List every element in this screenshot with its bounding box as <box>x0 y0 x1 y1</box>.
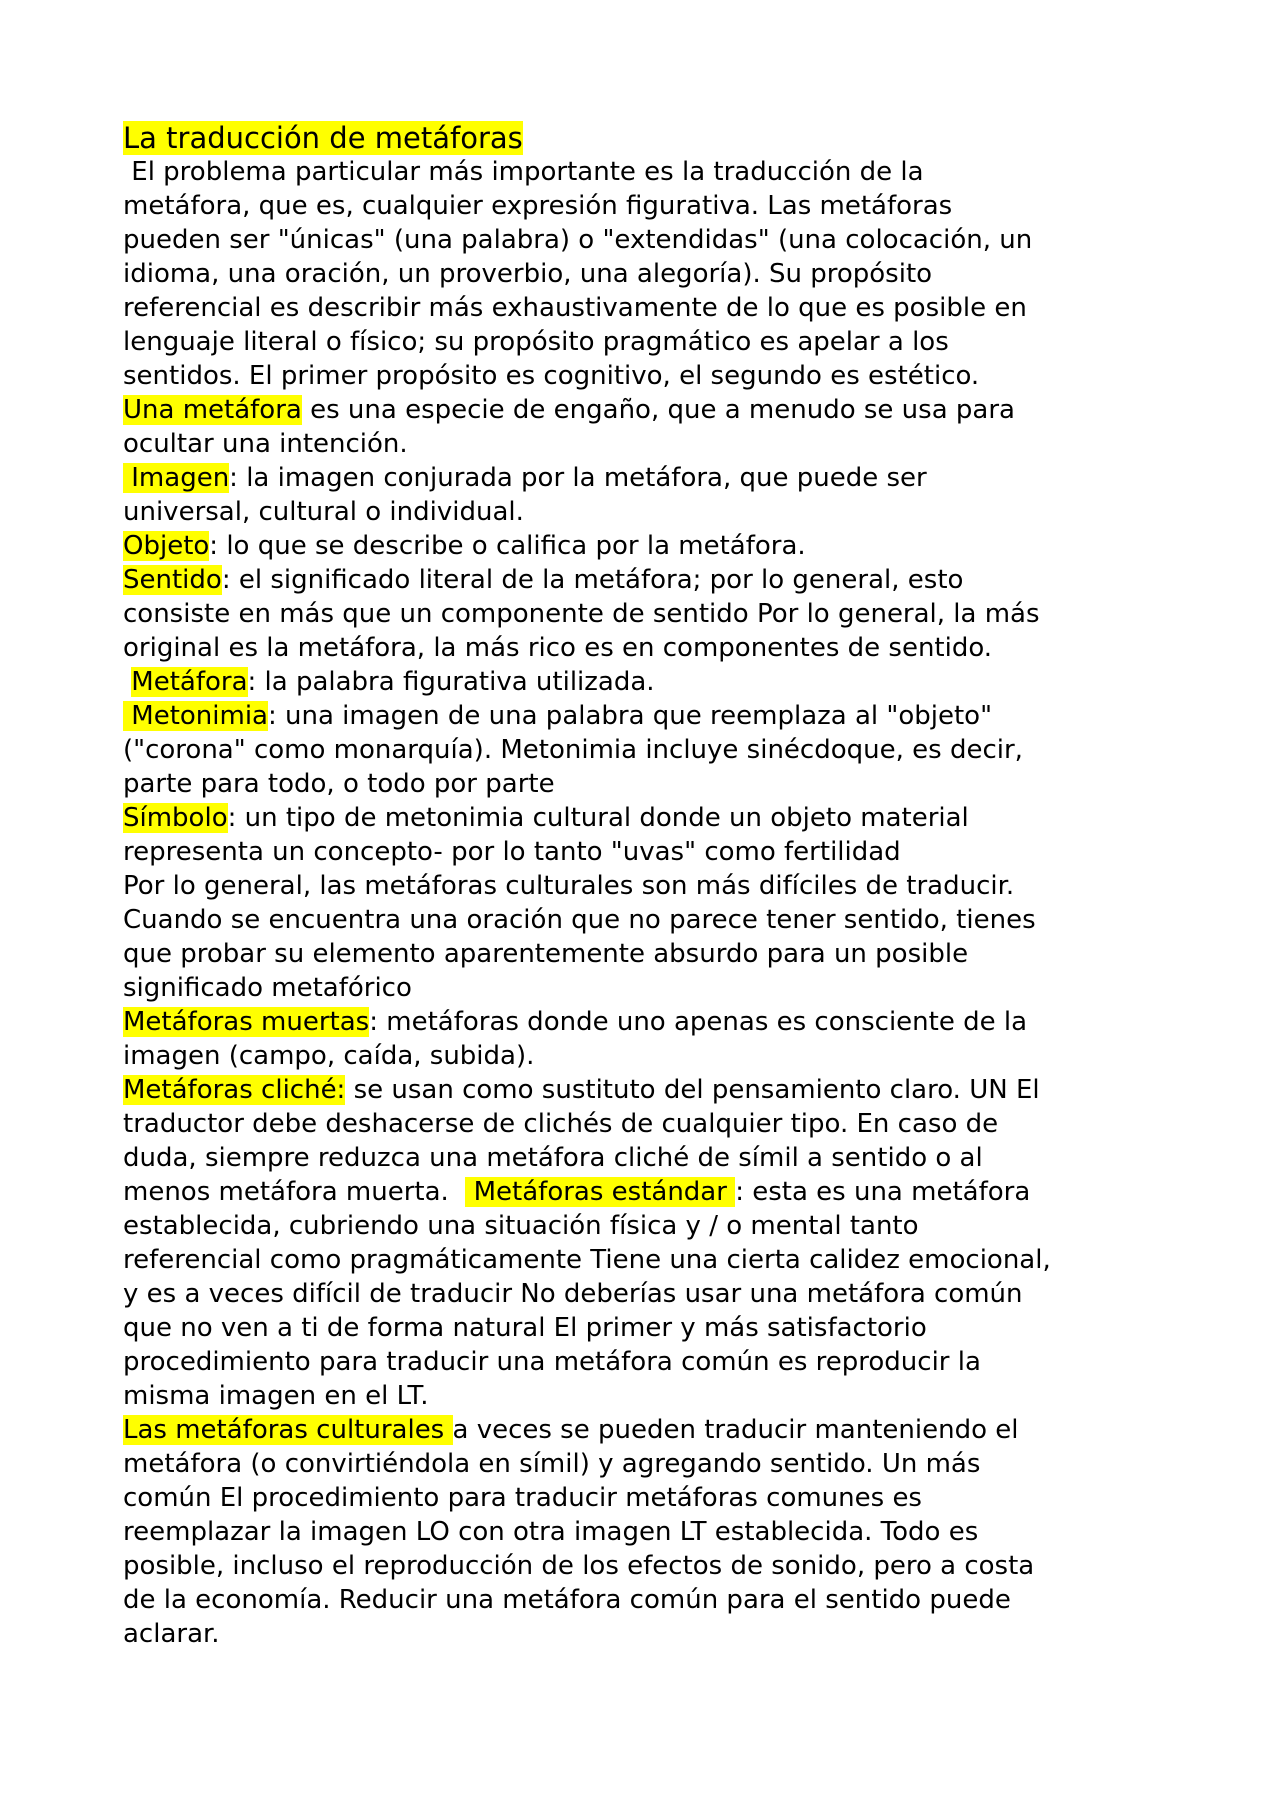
text-run: traductor debe deshacerse de clichés de cualquier tipo. En caso de <box>123 1109 999 1139</box>
text-line <box>123 835 1183 869</box>
highlighted-term: Metáforas estándar <box>465 1177 736 1207</box>
text-run: Por lo general, las metáforas culturales son más difíciles de traducir. <box>123 871 1015 901</box>
document-page <box>123 121 1183 1651</box>
text-line <box>123 597 1183 631</box>
highlighted-term: Imagen <box>123 463 230 493</box>
text-line <box>123 495 1183 529</box>
text-run: significado metafórico <box>123 973 412 1003</box>
text-line <box>123 1005 1183 1039</box>
text-line <box>123 325 1183 359</box>
text-line <box>123 1073 1183 1107</box>
text-run: parte para todo, o todo por parte <box>123 769 555 799</box>
text-run: pueden ser "únicas" (una palabra) o "extendidas" (una colocación, un <box>123 225 1033 255</box>
text-run: establecida, cubriendo una situación física y / o mental tanto <box>123 1211 919 1241</box>
text-run: procedimiento para traducir una metáfora común es reproducir la <box>123 1347 981 1377</box>
text-line <box>123 427 1183 461</box>
text-run: : una imagen de una palabra que reemplaza al "objeto" <box>267 701 993 731</box>
text-run: metáfora (o convirtiéndola en símil) y agregando sentido. Un más <box>123 1449 981 1479</box>
text-run: que no ven a ti de forma natural El primer y más satisfactorio <box>123 1313 927 1343</box>
highlighted-term: Objeto <box>123 531 210 561</box>
text-run: es una especie de engaño, que a menudo se usa para <box>301 395 1015 425</box>
text-line <box>123 937 1183 971</box>
text-run: consiste en más que un componente de sentido Por lo general, la más <box>123 599 1040 629</box>
highlighted-term: Metonimia <box>123 701 268 731</box>
text-run: ocultar una intención. <box>123 429 408 459</box>
text-run: reemplazar la imagen LO con otra imagen LT establecida. Todo es <box>123 1517 979 1547</box>
text-run: : un tipo de metonimia cultural donde un objeto material <box>227 803 969 833</box>
text-run: referencial como pragmáticamente Tiene una cierta calidez emocional, <box>123 1245 1051 1275</box>
text-run: ("corona" como monarquía). Metonimia incluye sinécdoque, es decir, <box>123 735 1023 765</box>
text-run: sentidos. El primer propósito es cognitivo, el segundo es estético. <box>123 361 980 391</box>
text-run: de la economía. Reducir una metáfora común para el sentido puede <box>123 1585 1011 1615</box>
text-line <box>123 1243 1183 1277</box>
text-run: común El procedimiento para traducir metáforas comunes es <box>123 1483 922 1513</box>
highlighted-term: Sentido <box>123 565 222 595</box>
document-title-line <box>123 121 1183 155</box>
text-line <box>123 1379 1183 1413</box>
text-run: a veces se pueden traducir manteniendo el <box>452 1415 1019 1445</box>
text-run: duda, siempre reduzca una metáfora cliché de símil a sentido o al <box>123 1143 983 1173</box>
document-title: La traducción de metáforas <box>123 121 523 155</box>
text-line <box>123 1481 1183 1515</box>
text-line <box>123 699 1183 733</box>
text-run: idioma, una oración, un proverbio, una alegoría). Su propósito <box>123 259 933 289</box>
text-line <box>123 563 1183 597</box>
text-run: universal, cultural o individual. <box>123 497 524 527</box>
text-line <box>123 1515 1183 1549</box>
highlighted-term: Las metáforas culturales <box>123 1415 453 1445</box>
text-run: Cuando se encuentra una oración que no parece tener sentido, tienes <box>123 905 1036 935</box>
text-line <box>123 291 1183 325</box>
text-line <box>123 1107 1183 1141</box>
text-run: metáfora, que es, cualquier expresión figurativa. Las metáforas <box>123 191 953 221</box>
highlighted-term: Una metáfora <box>123 395 302 425</box>
text-line <box>123 1447 1183 1481</box>
text-run: menos metáfora muerta. <box>123 1177 466 1207</box>
text-run: que probar su elemento aparentemente absurdo para un posible <box>123 939 969 969</box>
text-run: : esta es una metáfora <box>735 1177 1031 1207</box>
text-line <box>123 1175 1183 1209</box>
highlighted-term: Símbolo <box>123 803 228 833</box>
text-run: : el significado literal de la metáfora; por lo general, esto <box>221 565 964 595</box>
text-line <box>123 733 1183 767</box>
text-run: lenguaje literal o físico; su propósito pragmático es apelar a los <box>123 327 949 357</box>
text-run: referencial es describir más exhaustivamente de lo que es posible en <box>123 293 1027 323</box>
text-run: aclarar. <box>123 1619 220 1649</box>
text-line <box>123 1209 1183 1243</box>
text-line <box>123 189 1183 223</box>
text-run: representa un concepto- por lo tanto "uvas" como fertilidad <box>123 837 901 867</box>
highlighted-term: Metáfora <box>131 667 248 697</box>
text-line <box>123 665 1183 699</box>
text-line <box>123 1549 1183 1583</box>
text-run: misma imagen en el LT. <box>123 1381 429 1411</box>
text-line <box>123 1413 1183 1447</box>
text-line <box>123 1141 1183 1175</box>
text-line <box>123 1039 1183 1073</box>
text-run: : la imagen conjurada por la metáfora, que puede ser <box>229 463 927 493</box>
text-line <box>123 869 1183 903</box>
text-run: y es a veces difícil de traducir No deberías usar una metáfora común <box>123 1279 1023 1309</box>
text-run: imagen (campo, caída, subida). <box>123 1041 535 1071</box>
text-run: original es la metáfora, la más rico es en componentes de sentido. <box>123 633 993 663</box>
highlighted-term: Metáforas cliché: <box>123 1075 346 1105</box>
text-line <box>123 1277 1183 1311</box>
text-line <box>123 393 1183 427</box>
text-run: : metáforas donde uno apenas es consciente de la <box>369 1007 1028 1037</box>
text-line <box>123 461 1183 495</box>
text-run: se usan como sustituto del pensamiento claro. UN El <box>345 1075 1040 1105</box>
text-line <box>123 631 1183 665</box>
text-line <box>123 529 1183 563</box>
text-line <box>123 1345 1183 1379</box>
highlighted-term: Metáforas muertas <box>123 1007 370 1037</box>
text-line <box>123 257 1183 291</box>
text-line <box>123 903 1183 937</box>
text-line <box>123 223 1183 257</box>
text-run: : la palabra figurativa utilizada. <box>247 667 655 697</box>
text-line <box>123 971 1183 1005</box>
document-body <box>123 155 1183 1651</box>
text-line <box>123 1617 1183 1651</box>
text-run: posible, incluso el reproducción de los efectos de sonido, pero a costa <box>123 1551 1035 1581</box>
text-line <box>123 1311 1183 1345</box>
text-run: El problema particular más importante es la traducción de la <box>123 157 924 187</box>
text-line <box>123 155 1183 189</box>
text-line <box>123 801 1183 835</box>
text-line <box>123 1583 1183 1617</box>
text-line <box>123 359 1183 393</box>
text-run: : lo que se describe o califica por la metáfora. <box>209 531 806 561</box>
text-line <box>123 767 1183 801</box>
